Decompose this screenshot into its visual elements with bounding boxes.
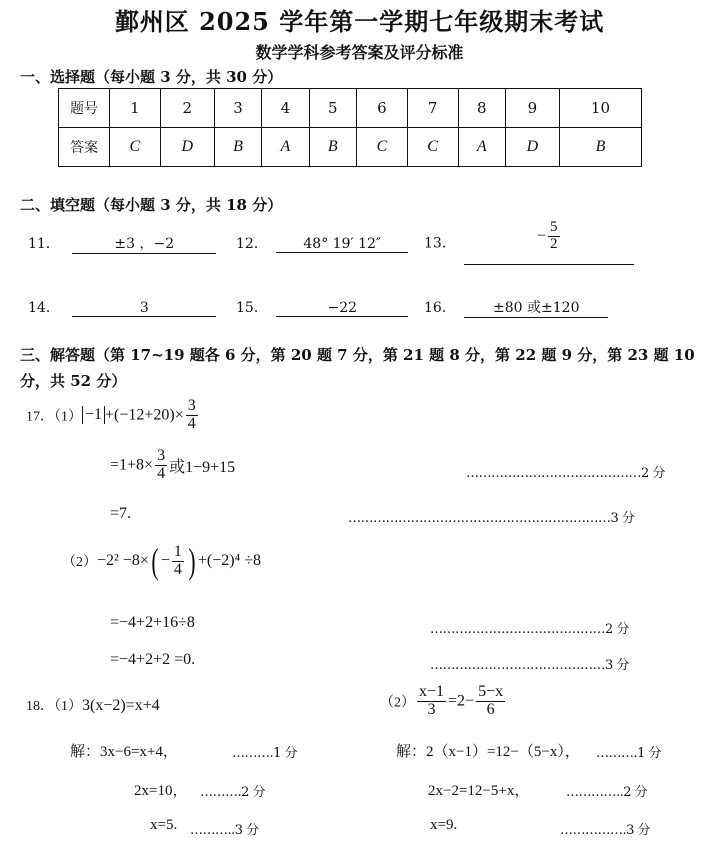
- fraction-numerator: 5−x: [478, 683, 504, 700]
- q17-part2-step1: =−4+2+16÷8: [110, 614, 195, 631]
- choice-answer: B: [214, 128, 261, 167]
- choice-answer: D: [160, 128, 214, 167]
- left-paren: (: [151, 541, 159, 581]
- exam-title: 鄞州区 2025 学年第一学期七年级期末考试: [114, 7, 605, 36]
- item-number: 11．: [28, 236, 60, 252]
- question-number: 9: [505, 89, 559, 128]
- question-number: 6: [357, 89, 408, 128]
- choice-answer: A: [458, 128, 505, 167]
- part-label: （2）: [380, 695, 415, 711]
- score-mark: ……….1 分: [232, 746, 298, 761]
- fill-answer: 48° 19′ 12″: [276, 236, 408, 253]
- fill-item-14: [28, 297, 216, 317]
- q17-label: 17．（1）: [26, 409, 82, 425]
- question-number: 5: [309, 89, 356, 128]
- fraction-denominator: 4: [173, 560, 182, 578]
- fill-item-16: [424, 297, 608, 318]
- score-mark: ……….2 分: [200, 785, 266, 800]
- fraction-denominator: 2: [550, 235, 558, 252]
- q17-part2-problem: （2）−2² −8×( − $\frac{1}{4}$ ) +(−2)⁴ ÷8: [62, 541, 261, 581]
- expression: =1+8×: [110, 456, 154, 474]
- q18-part1-step2: 2x=10，: [134, 783, 188, 799]
- fraction-denominator: 4: [187, 414, 196, 432]
- question-number: 1: [110, 89, 161, 128]
- q17-part1-step1: [110, 448, 235, 483]
- absolute-value: −1: [82, 406, 105, 424]
- exam-subtitle: 数学学科参考答案及评分标准: [255, 43, 464, 62]
- q18-part1-step1: 解：3x−6=x+4，: [70, 744, 178, 760]
- fill-answer: −22: [276, 300, 408, 317]
- q18-part1-step3: x=5.: [150, 817, 178, 833]
- right-paren: ): [188, 541, 196, 581]
- score-mark: ………..3 分: [190, 823, 259, 838]
- item-number: 16．: [424, 300, 456, 316]
- q17-part1-problem: [26, 398, 200, 433]
- q18-part2-step1: 解：2（x−1）=12−（5−x），: [396, 744, 580, 760]
- fraction-numerator: 3: [187, 397, 196, 414]
- fill-item-11: [28, 233, 216, 254]
- score-mark: …………..2 分: [566, 785, 648, 800]
- fill-answer: [464, 220, 634, 265]
- row-label-question: 题号: [59, 89, 110, 128]
- score-mark: ………………………………………………………3 分: [348, 511, 635, 526]
- fraction-denominator: 4: [157, 464, 166, 482]
- q18-label: 18．（1）: [26, 699, 82, 714]
- answer-table: [58, 88, 642, 167]
- question-number-row: [59, 89, 642, 128]
- choice-answer: C: [407, 128, 458, 167]
- q18-part2-step2: 2x−2=12−5+x，: [428, 783, 530, 799]
- score-mark: ……….1 分: [596, 746, 662, 761]
- question-number: 2: [160, 89, 214, 128]
- fraction-denominator: 6: [486, 700, 495, 718]
- fraction-numerator: 1: [173, 542, 182, 560]
- fraction-numerator: x−1: [419, 683, 445, 700]
- answer-row: [59, 128, 642, 167]
- fraction-numerator: 5: [550, 219, 558, 235]
- section1-heading: 一、选择题（每小题 3 分，共 30 分）: [20, 68, 283, 86]
- choice-answer: B: [309, 128, 356, 167]
- choice-answer: D: [505, 128, 559, 167]
- q17-part1-step2: =7.: [110, 505, 132, 522]
- item-number: 13．: [424, 235, 456, 252]
- section3-heading-line2: 分，共 52 分）: [20, 372, 127, 390]
- choice-answer: A: [262, 128, 309, 167]
- score-mark: ……………………………………2 分: [466, 466, 665, 481]
- question-number: 7: [407, 89, 458, 128]
- section2-heading: 二、填空题（每小题 3 分，共 18 分）: [20, 196, 283, 214]
- fill-answer: 3: [72, 300, 216, 317]
- row-label-answer: 答案: [59, 128, 110, 167]
- expression: +(−12+20)×: [105, 406, 184, 424]
- fill-item-15: [236, 297, 408, 317]
- fraction-denominator: 3: [427, 700, 436, 718]
- choice-answer: C: [110, 128, 161, 167]
- fill-answer: ±80 或±120: [464, 297, 608, 318]
- expression: −2² −8×: [97, 552, 149, 569]
- section3-heading-line1: 三、解答题（第 17~19 题各 6 分，第 20 题 7 分，第 21 题 8 分，第 22 题 9 分，第 23 题 10: [20, 346, 695, 364]
- question-number: 10: [559, 89, 641, 128]
- fill-item-12: [236, 233, 408, 253]
- item-number: 14．: [28, 300, 60, 316]
- equation: 3(x−2)=x+4: [82, 697, 160, 714]
- q18-part2-problem: [380, 684, 507, 719]
- expression: +(−2)⁴ ÷8: [197, 552, 261, 569]
- score-mark: …………….3 分: [560, 823, 651, 838]
- score-mark: ……………………………………2 分: [430, 622, 629, 637]
- fill-item-13: [424, 220, 634, 265]
- q18-part2-step3: x=9.: [430, 817, 458, 833]
- expression: 或1−9+15: [169, 458, 236, 476]
- score-mark: ……………………………………3 分: [430, 658, 629, 673]
- part-label: （2）: [62, 555, 97, 570]
- item-number: 12．: [236, 236, 268, 252]
- fraction-sign: −: [537, 227, 547, 245]
- q18-part1-problem: [26, 695, 160, 715]
- expression: =2−: [448, 692, 475, 710]
- question-number: 3: [214, 89, 261, 128]
- q17-part2-step2: =−4+2+2 =0.: [110, 651, 196, 668]
- question-number: 4: [262, 89, 309, 128]
- choice-answer: B: [559, 128, 641, 167]
- fill-answer: ±3 ，−2: [72, 233, 216, 254]
- choice-answer: C: [357, 128, 408, 167]
- question-number: 8: [458, 89, 505, 128]
- fraction-numerator: 3: [157, 447, 166, 464]
- item-number: 15．: [236, 300, 268, 316]
